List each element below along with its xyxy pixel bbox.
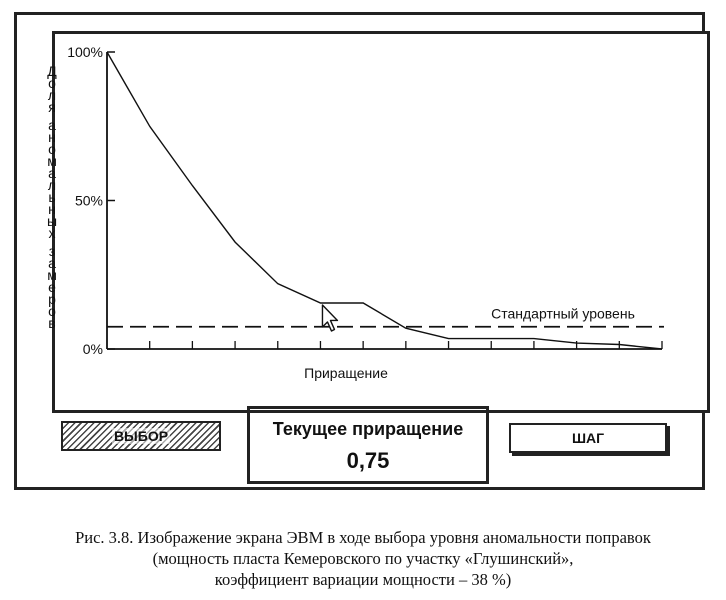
caption-line: коэффициент вариации мощности – 38 %) [214, 570, 512, 589]
caption-line: (мощность пласта Кемеровского по участку «Глушинский», [152, 549, 574, 568]
y-axis-label-char: а [48, 117, 56, 133]
select-button[interactable] [61, 421, 221, 451]
y-axis-label-char: л [47, 87, 57, 103]
figure-caption [0, 527, 726, 590]
current-increment-title: Текущее приращение [272, 419, 464, 439]
y-axis-label-char: л [47, 177, 57, 193]
y-axis-label-char: я [48, 99, 56, 115]
y-axis-label-char: м [47, 153, 57, 169]
y-axis-label-char: о [48, 75, 56, 91]
y-axis-label-char: х [48, 225, 56, 241]
reference-line-label: Стандартный уровень [491, 305, 635, 322]
x-axis-label: Приращение [304, 365, 388, 381]
y-axis-label-char: м [47, 267, 57, 283]
y-tick-label: 0% [82, 341, 103, 357]
y-axis-label-char: а [48, 255, 56, 271]
select-button-label: ВЫБОР [113, 428, 169, 444]
y-axis-label-char: ь [48, 189, 56, 205]
y-axis-label-char: з [48, 243, 56, 259]
y-axis-label-char: в [48, 315, 56, 331]
y-axis-label-char: н [48, 129, 56, 145]
y-axis-label-char: о [48, 141, 56, 157]
current-increment-panel [247, 406, 489, 484]
y-axis-label-char: о [48, 303, 56, 319]
caption-line: Рис. 3.8. Изображение экрана ЭВМ в ходе выбора уровня аномальности поправок [75, 528, 651, 547]
step-button[interactable] [509, 423, 667, 453]
y-axis-label-char: р [48, 291, 56, 307]
step-button-label: ШАГ [571, 430, 605, 446]
y-tick-label: 50% [74, 192, 103, 209]
series-line [107, 52, 662, 349]
y-axis-label-char: е [48, 279, 56, 295]
y-tick-label: 100% [67, 44, 103, 60]
current-increment-value: 0,75 [346, 448, 390, 473]
y-axis-label-char: Д [47, 63, 57, 79]
y-axis-label-char: н [48, 201, 56, 217]
y-axis-label-char: ы [46, 213, 58, 229]
y-axis-label-char: а [48, 165, 56, 181]
